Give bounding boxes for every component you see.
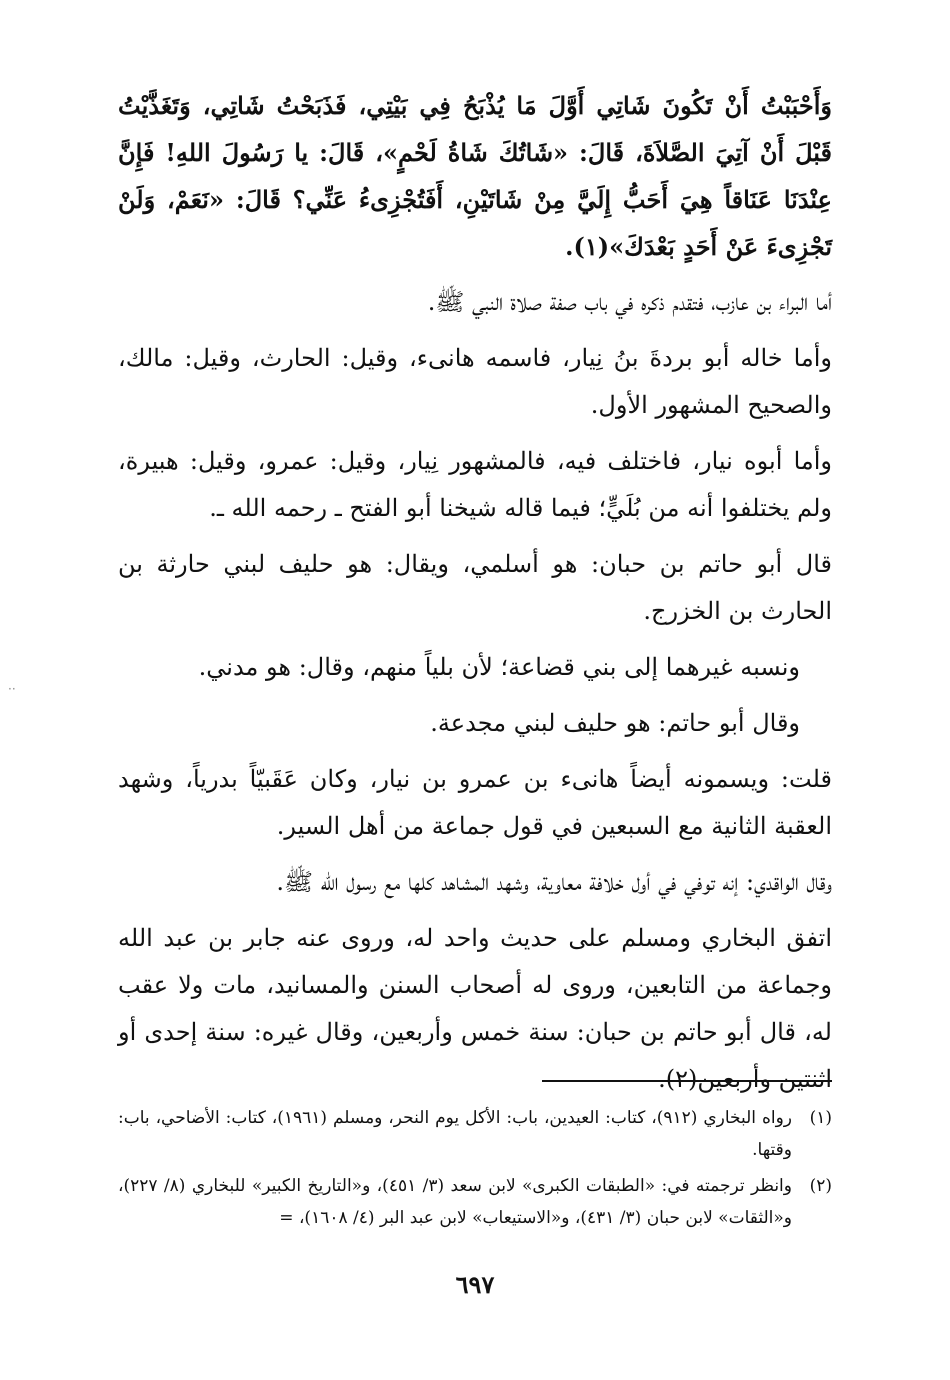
document-page <box>118 82 832 1302</box>
body-paragraph: ونسبه غيرهما إلى بني قضاعة؛ لأن بلياً منهم، وقال: هو مدني. <box>198 653 800 681</box>
body-paragraph: اتفق البخاري ومسلم على حديث واحد له، وروى عنه جابر بن عبد الله وجماعة من التابعين، وروى له أصحاب السنن والمسانيد، مات ولا عقب له، قال أبو حاتم بن حبان: سنة خمس وأربعين، وقال غيره: سنة إحدى أو اثنتين وأربعين(٢). <box>118 924 832 1093</box>
footnote-separator <box>542 1080 832 1082</box>
footnote-text: رواه البخاري (٩١٢)، كتاب: العيدين، باب: الأكل يوم النحر، ومسلم (١٩٦١)، كتاب: الأضاحي، باب: وقتها. <box>118 1108 792 1160</box>
body-paragraph: قال أبو حاتم بن حبان: هو أسلمي، ويقال: هو حليف لبني حارثة بن الحارث بن الخزرج. <box>118 550 832 625</box>
margin-mark: ·· <box>8 682 16 696</box>
footnote <box>118 1170 832 1234</box>
body-paragraph: وأما خاله أبو بردةَ بنُ نِيار، فاسمه هانىء، وقيل: الحارث، وقيل: مالك، والصحيح المشهور الأول. <box>118 344 832 419</box>
hadith-paragraph: وَأَحْبَبْتُ أَنْ تَكُونَ شَاتِي أَوَّلَ مَا يُذْبَحُ فِي بَيْتِي، فَذَبَحْتُ شَاتِي، وَتَغَذَّيْتُ قَبْلَ أَنْ آتِيَ الصَّلاَةَ، قَالَ: «شَاتُكَ شَاةُ لَحْمٍ»، قَالَ: يا رَسُولَ اللهِ! فَإِنَّ عِنْدَنَا عَنَاقاً هِيَ أَحَبُّ إِلَيَّ مِنْ شَاتَيْنِ، أَفَتُجْزِىءُ عَنِّي؟ قَالَ: «نَعَمْ، وَلَنْ تَجْزِىءَ عَنْ أَحَدٍ بَعْدَكَ»(١). <box>118 91 832 261</box>
footnote-text: وانظر ترجمته في: «الطبقات الكبرى» لابن سعد (٣/ ٤٥١)، و«التاريخ الكبير» للبخاري (٨/ ٢٢٧)، و«الثقات» لابن حبان (٣/ ٤٣١)، و«الاستيعاب» لابن عبد البر (٤/ ١٦٠٨)، = <box>118 1176 792 1228</box>
body-paragraph: أما البراء بن عازب، فتقدم ذكره في باب صفة صلاة النبي ﷺ. <box>427 288 832 316</box>
footnote-number: (٢) <box>809 1176 832 1196</box>
body-paragraph: قلت: ويسمونه أيضاً هانىء بن عمرو بن نيار، وكان عَقَبيّاً بدرياً، وشهد العقبة الثانية مع السبعين في قول جماعة من أهل السير. <box>118 765 832 840</box>
footnote-number: (١) <box>809 1108 832 1128</box>
footnotes <box>118 1102 832 1238</box>
body-paragraph: وقال الواقدي: إنه توفي في أول خلافة معاوية، وشهد المشاهد كلها مع رسول الله ﷺ. <box>276 868 832 896</box>
footnote <box>118 1102 832 1166</box>
page-number: ٦٩٧ <box>455 1270 495 1299</box>
body-paragraph: وأما أبوه نيار، فاختلف فيه، فالمشهور نِيار، وقيل: عمرو، وقيل: هبيرة، ولم يختلفوا أنه من بُلَيٍّ؛ فيما قاله شيخنا أبو الفتح ـ رحمه الله ـ. <box>118 447 832 522</box>
body-paragraph: وقال أبو حاتم: هو حليف لبني مجدعة. <box>430 709 800 737</box>
